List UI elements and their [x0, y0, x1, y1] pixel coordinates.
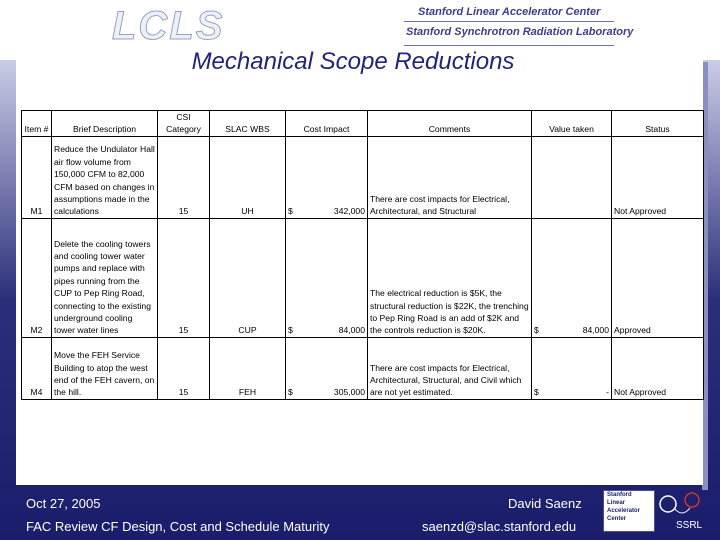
header-divider — [404, 21, 614, 22]
column-header: Brief Description — [52, 111, 158, 137]
cost-currency: $ — [288, 325, 293, 336]
cost-currency: $ — [288, 387, 293, 398]
value-currency: $ — [534, 387, 539, 398]
value-amount: 84,000 — [582, 325, 609, 336]
footer-subtitle: FAC Review CF Design, Cost and Schedule Maturity — [26, 519, 330, 534]
comments-cell: There are cost impacts for Electrical, Architectural, Structural, and Civil which are not yet estimated. — [368, 337, 532, 399]
status-cell: Not Approved — [612, 337, 704, 399]
column-header: Value taken — [532, 111, 612, 137]
comments-cell: There are cost impacts for Electrical, Architectural, and Structural — [368, 136, 532, 218]
ssrl-logo — [654, 488, 712, 532]
value-cell — [532, 337, 612, 399]
cost-cell — [286, 337, 368, 399]
description-cell: Delete the cooling towers and cooling tower water pumps and replace with pipes running from the CUP to Pep Ring Road, connecting to the existing underground cooling tower water lines — [52, 218, 158, 337]
header-divider — [404, 45, 614, 46]
ssrl-logo-text: SSRL — [676, 520, 703, 531]
column-header: Item # — [22, 111, 52, 137]
slide-title: Mechanical Scope Reductions — [191, 48, 515, 75]
slac-logo-line: Stanford — [607, 492, 632, 498]
column-header: Comments — [368, 111, 532, 137]
table-row — [22, 218, 704, 337]
wbs-cell: FEH — [210, 337, 286, 399]
slac-logo-line: Linear — [607, 500, 626, 506]
cost-value: 342,000 — [333, 206, 365, 217]
cost-value: 305,000 — [333, 387, 365, 398]
column-header: CSI Category — [158, 111, 210, 137]
column-header: Cost Impact — [286, 111, 368, 137]
cost-cell — [286, 136, 368, 218]
cost-currency: $ — [288, 206, 293, 217]
table-row — [22, 136, 704, 218]
footer-date: Oct 27, 2005 — [26, 496, 101, 511]
value-amount: - — [606, 387, 609, 398]
csi-cell: 15 — [158, 136, 210, 218]
cost-value: 84,000 — [338, 325, 365, 336]
comments-cell: The electrical reduction is $5K, the structural reduction is $22K, the trenching to Pep Ring Road is an add of $2K and the controls reduction is $20K. — [368, 218, 532, 337]
scope-reductions-table — [21, 110, 704, 400]
csi-cell: 15 — [158, 218, 210, 337]
column-header: Status — [612, 111, 704, 137]
status-cell: Not Approved — [612, 136, 704, 218]
wbs-cell: UH — [210, 136, 286, 218]
slac-logo — [603, 490, 655, 532]
table-row — [22, 337, 704, 399]
item-cell: M1 — [22, 136, 52, 218]
slac-logo-line: Center — [607, 516, 627, 522]
value-currency: $ — [534, 325, 539, 336]
footer-email: saenzd@slac.stanford.edu — [422, 519, 577, 534]
item-cell: M4 — [22, 337, 52, 399]
institution-slac: Stanford Linear Accelerator Center — [418, 6, 601, 18]
description-cell: Move the FEH Service Building to atop the west end of the FEH cavern, on the hill. — [52, 337, 158, 399]
lcls-logo-text: LCLS — [112, 4, 225, 48]
footer-presenter: David Saenz — [508, 496, 582, 511]
cost-cell — [286, 218, 368, 337]
slac-logo-line: Accelerator — [607, 508, 641, 514]
item-cell: M2 — [22, 218, 52, 337]
value-cell — [532, 136, 612, 218]
column-header: SLAC WBS — [210, 111, 286, 137]
wbs-cell: CUP — [210, 218, 286, 337]
lcls-logo — [112, 4, 225, 48]
value-cell — [532, 218, 612, 337]
status-cell: Approved — [612, 218, 704, 337]
description-cell: Reduce the Undulator Hall air flow volume from 150,000 CFM to 82,000 CFM based on changes in assumptions made in the calculations — [52, 136, 158, 218]
table-header-row — [22, 111, 704, 137]
csi-cell: 15 — [158, 337, 210, 399]
institution-ssrl: Stanford Synchrotron Radiation Laboratory — [406, 26, 634, 38]
